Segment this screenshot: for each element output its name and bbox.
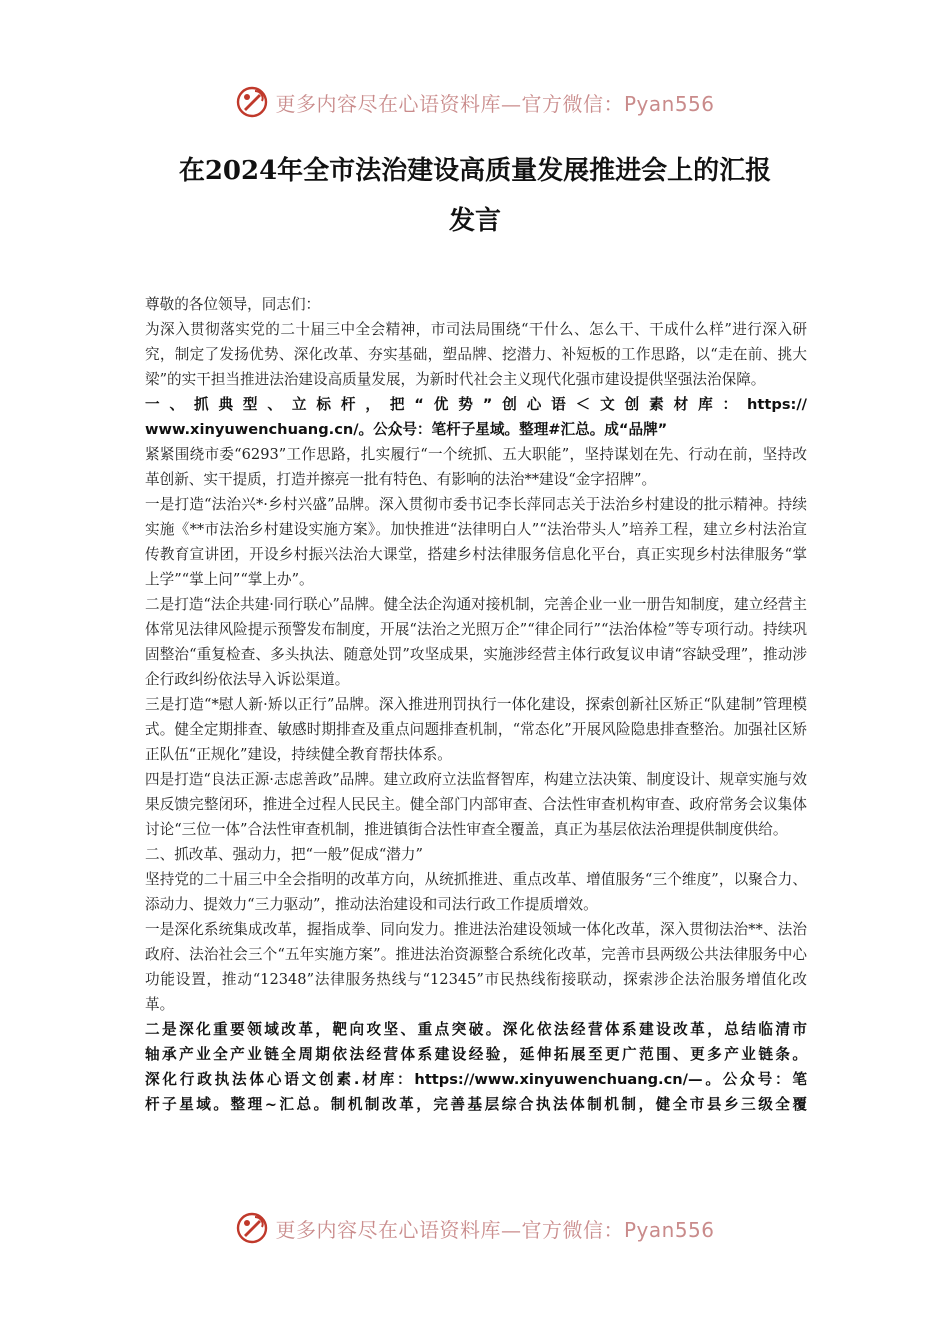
logo-icon xyxy=(235,1211,269,1245)
banner-text: 更多内容尽在心语资料库—官方微信：Pyan556 xyxy=(275,91,715,116)
section-heading-1-line-1: 一、抓典型、立标杆，把“优势”创心语＜文创素材库：https:// xyxy=(145,396,807,413)
salutation: 尊敬的各位领导，同志们： xyxy=(145,296,321,313)
header-banner xyxy=(0,82,950,122)
section-2-item-2-line-2: 轴承产业全产业链全周期依法经营体系建设经验，延伸拓展至更广范围、更多产业链条。 xyxy=(145,1046,807,1063)
banner-text: 更多内容尽在心语资料库—官方微信：Pyan556 xyxy=(275,1217,715,1242)
title-line-1: 在2024年全市法治建设高质量发展推进会上的汇报 xyxy=(178,156,772,186)
section-1-item-2: 二是打造“法企共建·同行联心”品牌。健全法企沟通对接机制，完善企业一业一册告知制度，建立经营主体常见法律风险提示预警发布制度，开展“法治之光照万企”“律企同行”“法治体检”等专项行动。持续巩固整治“重复检查、多头执法、随意处罚”攻坚成果，实施涉经营主体行政复议申请“容缺受理”，推动涉企行政纠纷依法导入诉讼渠道。 xyxy=(145,596,807,688)
section-2-item-2-line-1: 二是深化重要领域改革，靶向攻坚、重点突破。深化依法经营体系建设改革，总结临清市 xyxy=(145,1021,807,1038)
section-1-item-3: 三是打造“*慰人新·矫以正行”品牌。深入推进刑罚执行一体化建设，探索创新社区矫正“队建制”管理模式。健全定期排查、敏感时期排查及重点问题排查机制，“常态化”开展风险隐患排查整治。加强社区矫正队伍“正规化”建设，持续健全教育帮扶体系。 xyxy=(145,696,807,763)
section-1-intro: 紧紧围绕市委“6293”工作思路，扎实履行“一个统抓、五大职能”，坚持谋划在先、行动在前，坚持改革创新、实干提质，打造并擦亮一批有特色、有影响的法治**建设“金字招牌”。 xyxy=(145,446,807,488)
section-heading-2: 二、抓改革、强动力，把“一般”促成“潜力” xyxy=(145,846,423,863)
section-heading-1-line-2: www.xinyuwenchuang.cn/。公众号：笔杆子星域。整理#汇总。成“品牌” xyxy=(145,421,668,438)
document-body xyxy=(145,292,807,1117)
footer-banner xyxy=(0,1208,950,1248)
section-2-item-1: 一是深化系统集成改革，握指成拳、同向发力。推进法治建设领域一体化改革，深入贯彻法治**、法治政府、法治社会三个“五年实施方案”。推进法治资源整合系统化改革，完善市县两级公共法律服务中心功能设置，推动“12348”法律服务热线与“12345”市民热线衔接联动，探索涉企法治服务增值化改革。 xyxy=(145,921,807,1013)
intro-paragraph: 为深入贯彻落实党的二十届三中全会精神，市司法局围绕“干什么、怎么干、干成什么样”进行深入研究，制定了发扬优势、深化改革、夯实基础，塑品牌、挖潜力、补短板的工作思路，以“走在前、挑大梁”的实干担当推进法治建设高质量发展，为新时代社会主义现代化强市建设提供坚强法治保障。 xyxy=(145,321,807,388)
section-2-intro: 坚持党的二十届三中全会指明的改革方向，从统抓推进、重点改革、增值服务“三个维度”，以聚合力、添动力、提效力“三力驱动”，推动法治建设和司法行政工作提质增效。 xyxy=(145,871,807,913)
section-1-item-1: 一是打造“法治兴*·乡村兴盛”品牌。深入贯彻市委书记李长萍同志关于法治乡村建设的批示精神。持续实施《**市法治乡村建设实施方案》。加快推进“法律明白人”“法治带头人”培养工程，建立乡村法治宣传教育宣讲团，开设乡村振兴法治大课堂，搭建乡村法律服务信息化平台，真正实现乡村法律服务“掌上学”“掌上问”“掌上办”。 xyxy=(145,496,807,588)
section-2-item-2-line-4: 杆子星域。整理~汇总。制机制改革，完善基层综合执法体制机制，健全市县乡三级全覆 xyxy=(145,1096,807,1113)
document-title xyxy=(120,146,830,246)
section-2-item-2-line-3: 深化行政执法体心语文创素.材库：https://www.xinyuwenchuang.cn/—。公众号：笔 xyxy=(145,1071,807,1088)
title-line-2: 发言 xyxy=(448,206,501,236)
logo-icon xyxy=(235,85,269,119)
section-1-item-4: 四是打造“良法正源·志虑善政”品牌。建立政府立法监督智库，构建立法决策、制度设计、规章实施与效果反馈完整闭环，推进全过程人民民主。健全部门内部审查、合法性审查机构审查、政府常务会议集体讨论“三位一体”合法性审查机制，推进镇街合法性审查全覆盖，真正为基层依法治理提供制度供给。 xyxy=(145,771,807,838)
